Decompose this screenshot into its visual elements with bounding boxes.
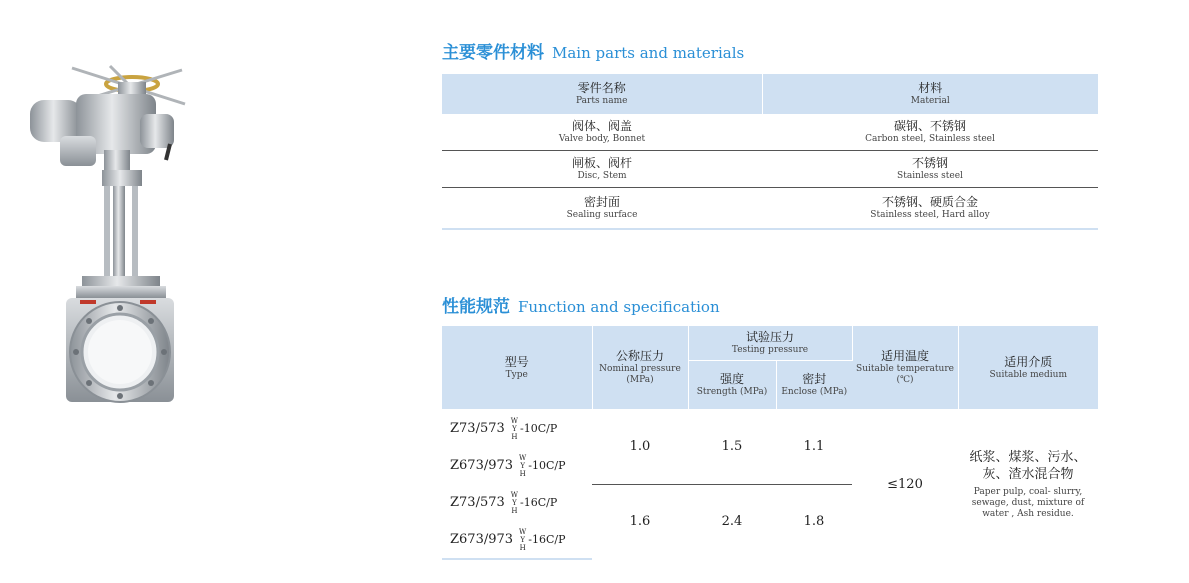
- strength-cell: 2.4: [688, 484, 776, 559]
- electric-actuator: [30, 94, 174, 172]
- part-en: Valve body, Bonnet: [558, 134, 646, 144]
- wyh-letter: Y: [512, 498, 517, 507]
- header-medium: [958, 326, 1098, 410]
- wyh-letter: W: [519, 453, 527, 462]
- wyh-stack: [511, 417, 518, 441]
- wyh-letter: H: [511, 432, 518, 441]
- table-row: [442, 188, 1098, 230]
- temperature-cell: ≤120: [887, 477, 923, 492]
- wyh-letter: W: [510, 416, 518, 425]
- header-zh: 材料: [918, 81, 943, 95]
- material-cell: [762, 151, 1098, 188]
- header-enclose: [776, 361, 852, 410]
- header-zh: 公称压力: [615, 349, 664, 363]
- wyh-letter: W: [510, 490, 518, 499]
- parts-title-en: Main parts and materials: [552, 44, 745, 62]
- header-temperature: [852, 326, 958, 410]
- header-nominal-pressure: [592, 326, 688, 410]
- header-en: Material: [910, 96, 950, 106]
- medium-zh-line1: 纸浆、煤浆、污水、: [969, 450, 1087, 465]
- header-en: Suitable temperature (℃): [856, 364, 954, 385]
- spec-title-zh: 性能规范: [442, 297, 510, 317]
- knife-gate-valve-illustration: [20, 62, 220, 522]
- wyh-stack: [519, 528, 526, 552]
- spec-section-title: [442, 292, 720, 317]
- wyh-letter: H: [519, 543, 526, 552]
- strength-cell: 1.5: [721, 439, 743, 455]
- material-en: Stainless steel: [897, 171, 963, 181]
- function-spec-table: [442, 326, 1098, 560]
- wyh-letter: W: [519, 527, 527, 536]
- material-en: Carbon steel, Stainless steel: [865, 134, 995, 144]
- valve-body: [66, 298, 174, 402]
- model-name: Z673/973: [450, 532, 514, 547]
- material-en: Stainless steel, Hard alloy: [870, 210, 990, 220]
- header-zh: 零件名称: [577, 81, 626, 95]
- table-row: [442, 114, 1098, 151]
- wyh-letter: H: [511, 506, 518, 515]
- model-suffix: -16C/P: [519, 496, 558, 509]
- model-name: Z73/573: [450, 421, 505, 436]
- header-en: Testing pressure: [731, 345, 809, 355]
- table-row: [442, 151, 1098, 188]
- material-zh: 不锈钢、硬质合金: [881, 195, 978, 209]
- wyh-letter: H: [519, 469, 526, 478]
- part-zh: 阀体、阀盖: [571, 119, 632, 133]
- model-suffix: -10C/P: [528, 459, 566, 472]
- parts-materials-table: [442, 74, 1098, 230]
- material-cell: [762, 188, 1098, 230]
- header-zh: 适用温度: [880, 349, 929, 363]
- wyh-stack: [511, 491, 518, 515]
- header-en: Type: [505, 369, 528, 380]
- part-cell: [442, 151, 762, 188]
- model-suffix: -10C/P: [519, 422, 558, 435]
- material-zh: 不锈钢: [911, 156, 948, 170]
- wyh-letter: Y: [520, 535, 525, 544]
- header-type: [442, 326, 592, 410]
- medium-en: Paper pulp, coal- slurry, sewage, dust, mixture of water , Ash residue.: [971, 487, 1085, 519]
- wyh-letter: Y: [520, 461, 525, 470]
- wyh-stack: [519, 454, 526, 478]
- part-cell: [442, 114, 762, 151]
- valve-stem: [76, 170, 166, 298]
- material-cell: [762, 114, 1098, 151]
- part-en: Sealing surface: [566, 210, 638, 220]
- type-cell: [442, 447, 592, 484]
- model-name: Z73/573: [450, 495, 505, 510]
- wyh-letter: Y: [512, 424, 517, 433]
- header-zh: 试验压力: [745, 330, 794, 344]
- model-suffix: -16C/P: [528, 533, 566, 546]
- enclose-cell: 1.8: [776, 484, 852, 559]
- medium-cell: [958, 410, 1098, 560]
- header-material: [762, 74, 1098, 114]
- parts-title-zh: 主要零件材料: [442, 43, 544, 63]
- header-en: Enclose (MPa): [781, 387, 848, 397]
- header-zh: 适用介质: [1004, 354, 1053, 369]
- type-cell: [442, 484, 592, 521]
- part-zh: 闸板、阀杆: [571, 156, 632, 170]
- type-cell: [442, 521, 592, 559]
- header-testing-pressure: [688, 326, 852, 361]
- header-en: Nominal pressure (MPa): [599, 364, 681, 385]
- header-zh: 密封: [802, 372, 827, 386]
- parts-section-title: [442, 38, 744, 63]
- header-zh: 强度: [719, 372, 744, 386]
- spec-title-en: Function and specification: [518, 298, 720, 316]
- header-en: Parts name: [576, 96, 628, 106]
- part-zh: 密封面: [583, 195, 620, 209]
- table-row: [442, 410, 1098, 448]
- model-name: Z673/973: [450, 458, 514, 473]
- material-zh: 碳钢、不锈钢: [893, 119, 966, 133]
- header-en: Strength (MPa): [696, 387, 768, 397]
- header-parts-name: [442, 74, 762, 114]
- nominal-pressure-cell: 1.6: [592, 484, 688, 559]
- medium-zh-line2: 灰、渣水混合物: [982, 467, 1074, 482]
- header-strength: [688, 361, 776, 410]
- header-zh: 型号: [504, 354, 529, 369]
- type-cell: [442, 410, 592, 448]
- nominal-pressure-cell: 1.0: [629, 439, 651, 455]
- part-cell: [442, 188, 762, 230]
- enclose-cell: 1.1: [803, 439, 825, 455]
- header-en: Suitable medium: [989, 369, 1067, 380]
- part-en: Disc, Stem: [577, 171, 627, 181]
